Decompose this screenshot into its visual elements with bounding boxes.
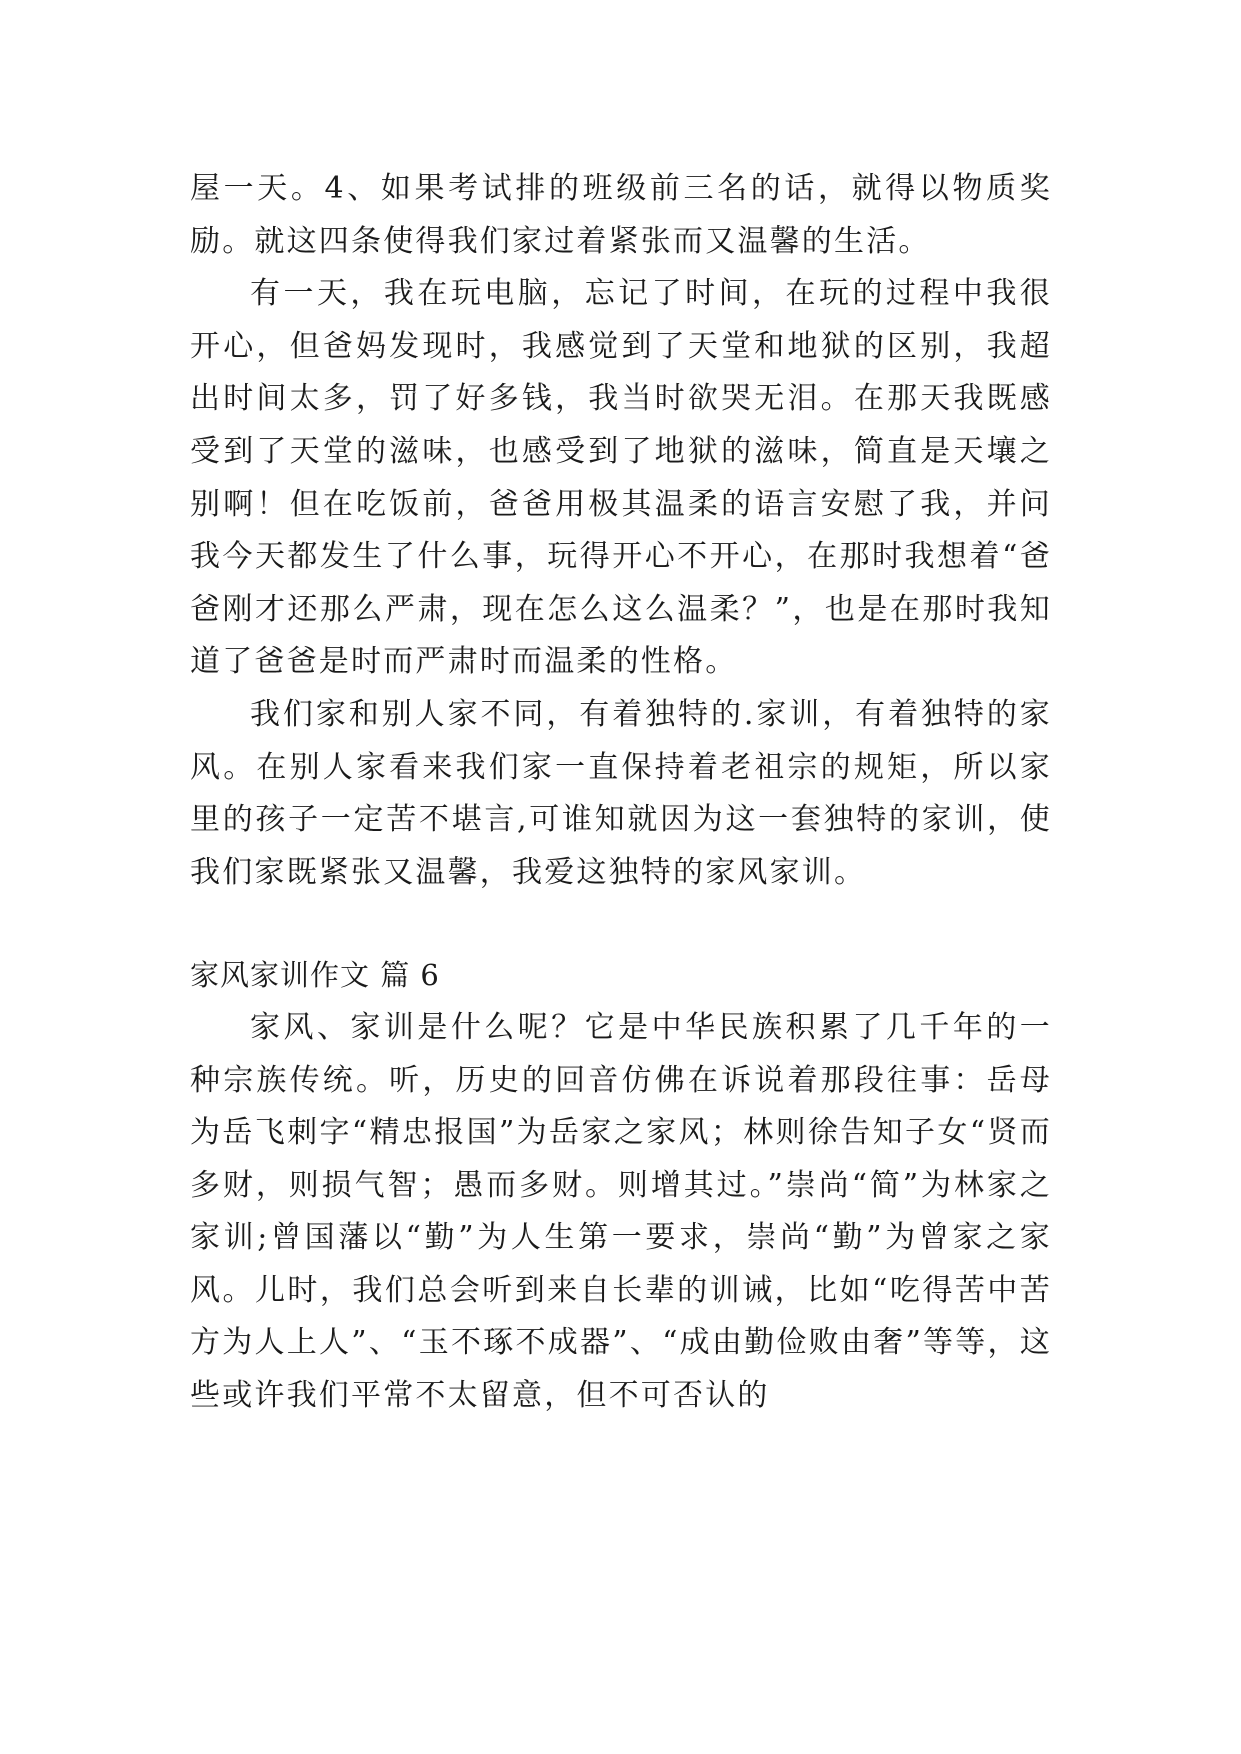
paragraph-family-rules-conclusion: 我们家和别人家不同，有着独特的.家训，有着独特的家风。在别人家看来我们家一直保持着老祖宗的规矩，所以家里的孩子一定苦不堪言,可谁知就因为这一套独特的家训，使我们家既紧张又温馨，我爱这独特的家风家训。 (190, 696, 1052, 890)
paragraph-continuation: 屋一天。4、如果考试排的班级前三名的话，就得以物质奖励。就这四条使得我们家过着紧张而又温馨的生活。 (190, 171, 1052, 259)
paragraph-computer-story: 有一天，我在玩电脑，忘记了时间，在玩的过程中我很开心，但爸妈发现时，我感觉到了天堂和地狱的区别，我超出时间太多，罚了好多钱，我当时欲哭无泪。在那天我既感受到了天堂的滋味，也感受到了地狱的滋味，简直是天壤之别啊！但在吃饭前，爸爸用极其温柔的语言安慰了我，并问我今天都发生了什么事，玩得开心不开心，在那时我想着“爸爸刚才还那么严肃，现在怎么这么温柔？”，也是在那时我知道了爸爸是时而严肃时而温柔的性格。 (190, 276, 1052, 680)
document-body (190, 163, 1052, 1423)
section-spacer (190, 899, 1052, 949)
section-heading: 家风家训作文 篇 6 (190, 958, 440, 993)
paragraph-essay-6-intro: 家风、家训是什么呢？它是中华民族积累了几千年的一种宗族传统。听，历史的回音仿佛在诉说着那段往事：岳母为岳飞刺字“精忠报国”为岳家之家风；林则徐告知子女“贤而多财，则损气智；愚而多财。则增其过。”崇尚“简”为林家之家训;曾国藩以“勤”为人生第一要求，崇尚“勤”为曾家之家风。儿时，我们总会听到来自长辈的训诫，比如“吃得苦中苦方为人上人”、“玉不琢不成器”、“成由勤俭败由奢”等等，这些或许我们平常不太留意，但不可否认的 (190, 1009, 1052, 1414)
